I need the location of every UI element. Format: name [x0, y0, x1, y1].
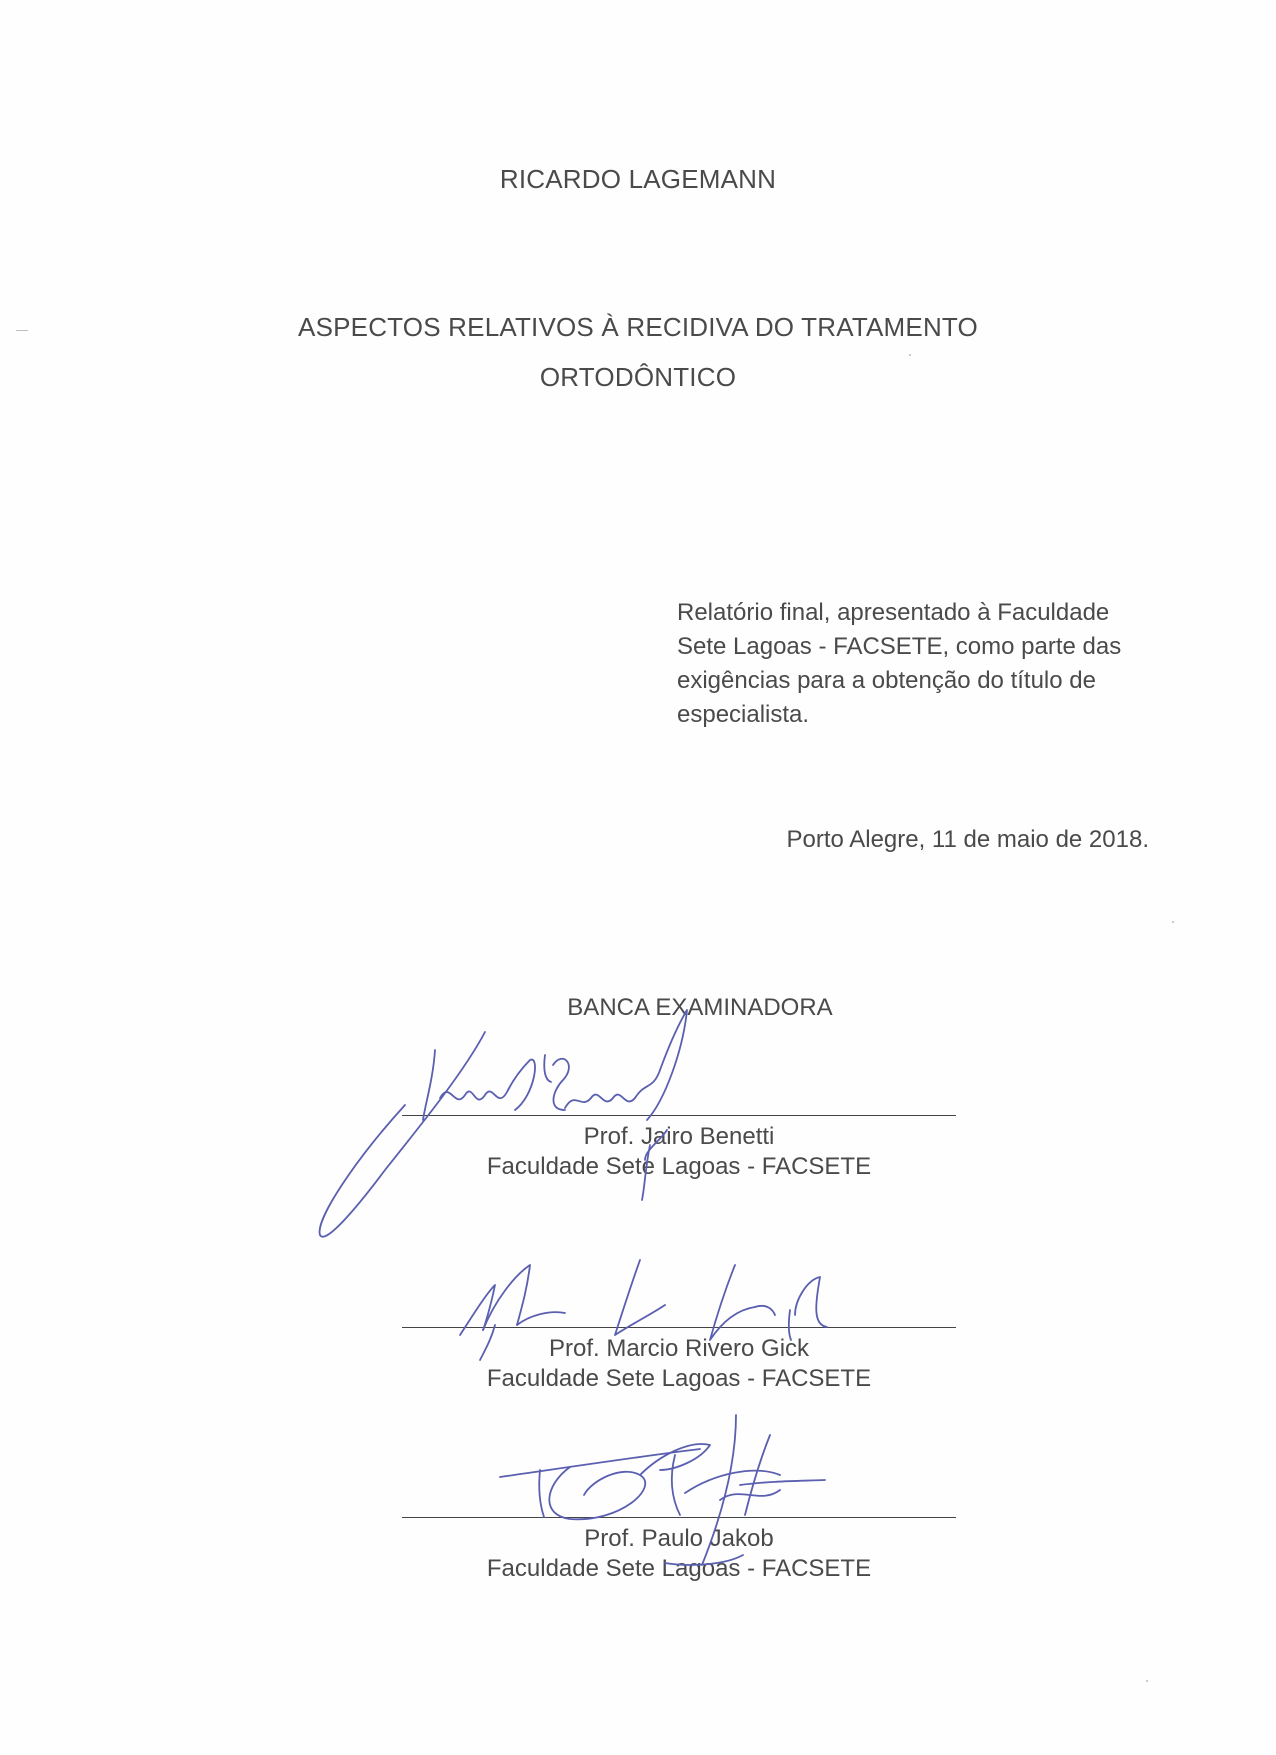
examiner-name: Prof. Jairo Benetti: [583, 1123, 775, 1150]
author-name: RICARDO LAGEMANN: [499, 164, 777, 194]
signature-paulo-jakob: [500, 1415, 880, 1565]
banca-heading: BANCA EXAMINADORA: [567, 994, 833, 1021]
abstract-line: exigências para a obtenção do título de: [677, 667, 1096, 694]
scan-speck: [1172, 921, 1174, 923]
scan-speck: [909, 354, 911, 356]
examiner-name: Prof. Marcio Rivero Gick: [548, 1335, 810, 1362]
signature-jairo-benetti: [315, 1010, 745, 1250]
abstract-line: especialista.: [677, 701, 810, 728]
scan-speck: [1146, 1680, 1148, 1682]
signature-marcio-rivero-gick: [455, 1255, 835, 1365]
examiner-name: Prof. Paulo Jakob: [584, 1525, 774, 1552]
abstract-line: Relatório final, apresentado à Faculdade: [677, 599, 1110, 626]
abstract-paragraph: [677, 596, 1149, 732]
title-line-1: ASPECTOS RELATIVOS À RECIDIVA DO TRATAMENTO: [298, 312, 978, 342]
title-line-2: ORTODÔNTICO: [539, 362, 737, 392]
scan-speck: [16, 330, 28, 331]
examiner-institution: Faculdade Sete Lagoas - FACSETE: [486, 1555, 872, 1582]
place-and-date: Porto Alegre, 11 de maio de 2018.: [786, 826, 1149, 853]
examiner-institution: Faculdade Sete Lagoas - FACSETE: [486, 1153, 872, 1180]
examiner-institution: Faculdade Sete Lagoas - FACSETE: [486, 1365, 872, 1392]
abstract-line: Sete Lagoas - FACSETE, como parte das: [677, 633, 1122, 660]
